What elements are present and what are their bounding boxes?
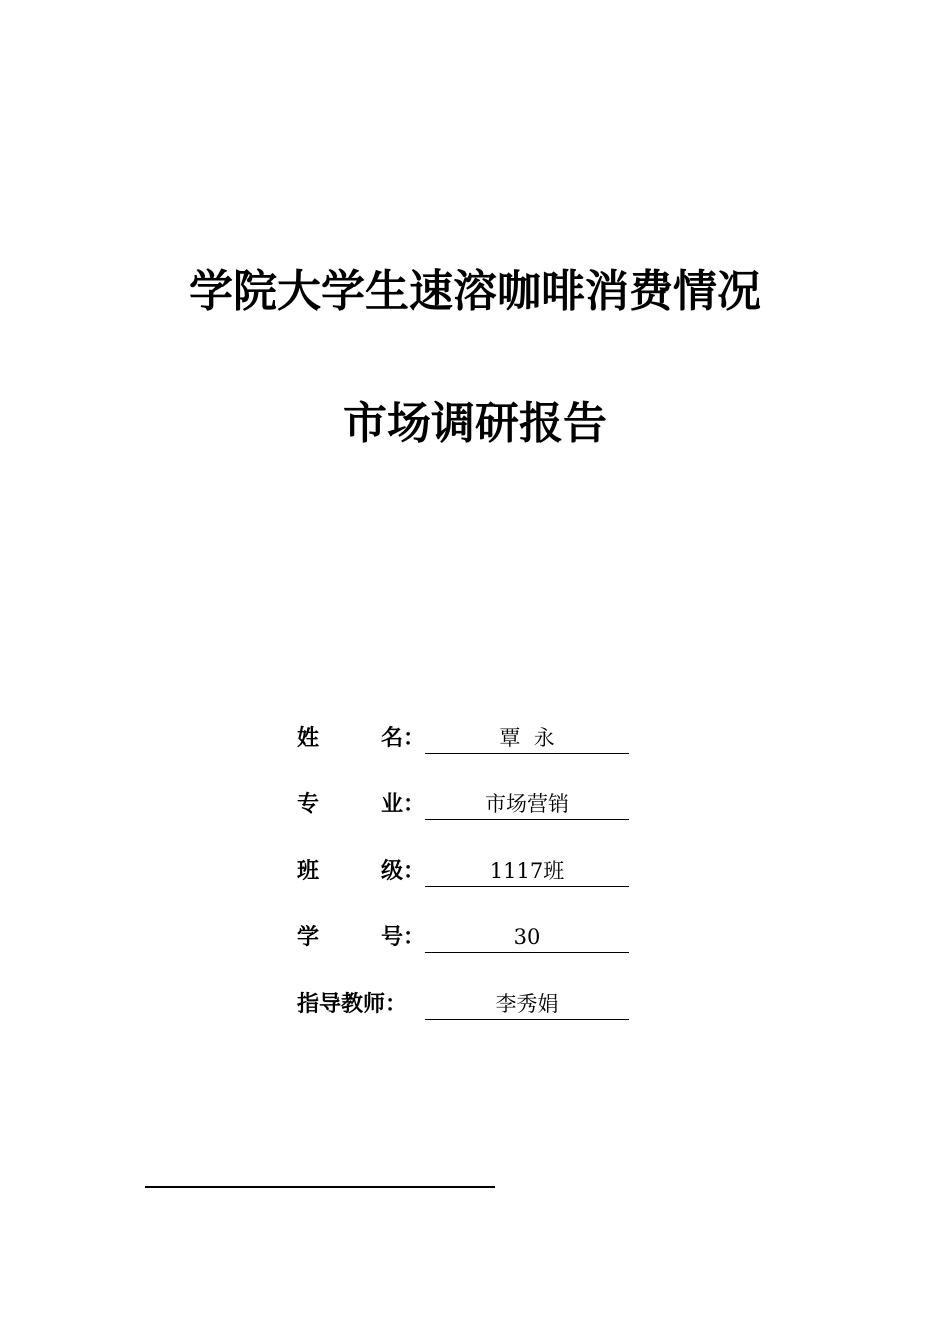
info-label-start: 学 <box>297 925 320 950</box>
info-label <box>297 790 425 820</box>
info-label-start: 姓 <box>297 726 320 751</box>
info-row-student-id <box>297 921 629 953</box>
info-label-end: 业： <box>380 792 425 817</box>
info-value-major: 市场营销 <box>425 789 629 820</box>
info-label <box>297 857 425 887</box>
info-label-end: 级： <box>380 859 425 884</box>
info-label-start: 专 <box>297 792 320 817</box>
info-label <box>297 923 425 953</box>
report-title-line-1: 学院大学生速溶咖啡消费情况 <box>189 266 761 317</box>
info-row-class <box>297 855 629 887</box>
info-label-end: 号： <box>380 925 425 950</box>
footnote-separator <box>145 1186 495 1188</box>
info-value-name: 覃 永 <box>425 723 629 754</box>
info-label-start: 指导教师： <box>297 992 408 1017</box>
info-label-start: 班 <box>297 859 320 884</box>
info-label-end: 名： <box>380 726 425 751</box>
report-title-line-2: 市场调研报告 <box>343 398 607 449</box>
info-row-name <box>297 722 629 754</box>
info-row-major <box>297 788 629 820</box>
info-row-advisor <box>297 988 629 1020</box>
info-value-advisor: 李秀娟 <box>425 989 629 1020</box>
info-value-student-id: 30 <box>425 922 629 953</box>
info-label <box>297 990 425 1020</box>
info-label <box>297 724 425 754</box>
info-value-class: 1117班 <box>425 856 629 887</box>
